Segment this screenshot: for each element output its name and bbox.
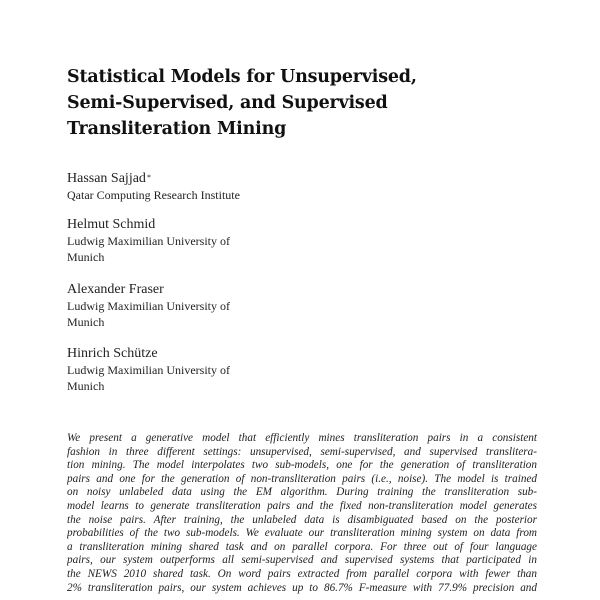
abstract-line: a transliteration mining shared task and on parallel corpora. For three out of four language [67, 540, 537, 553]
author-footnote-marker: * [146, 173, 151, 182]
author-affiliation: Ludwig Maximilian University of [67, 363, 230, 377]
author-name: Helmut Schmid [67, 217, 156, 232]
title-line: Semi-Supervised, and Supervised [67, 93, 388, 113]
abstract-line: fashion in three different settings: unsupervised, semi-supervised, and supervised translitera- [67, 445, 537, 458]
author-block-4 [67, 345, 367, 394]
author-affiliation: Munich [67, 250, 105, 264]
abstract [67, 432, 537, 595]
author-affiliation: Qatar Computing Research Institute [67, 188, 240, 202]
abstract-line: pairs and one for the generation of non-transliteration pairs (i.e., noise). The model is trained [67, 472, 537, 485]
abstract-line: the NEWS 2010 shared task. On word pairs extracted from parallel corpora with fewer than [67, 567, 537, 580]
abstract-line: the noise pairs. After training, the unlabeled data is disambiguated based on the posterior [67, 513, 537, 526]
author-name: Hassan Sajjad* [67, 171, 151, 186]
abstract-line: tion mining. The model interpolates two sub-models, one for the generation of transliteration [67, 459, 537, 472]
abstract-line: model learns to generate transliteration pairs and the fixed non-transliteration model generates [67, 499, 537, 512]
abstract-line: We present a generative model that efficiently mines transliteration pairs in a consistent [67, 432, 537, 444]
abstract-line: pairs, our system outperforms all semi-supervised and supervised systems that participated in [67, 554, 537, 567]
author-block-3 [67, 281, 367, 330]
paper-title [67, 64, 427, 142]
title-line: Transliteration Mining [67, 119, 287, 139]
author-affiliation: Ludwig Maximilian University of [67, 234, 230, 248]
author-affiliation: Munich [67, 315, 105, 329]
abstract-line: 2% transliteration pairs, our system achieves up to 86.7% F-measure with 77.9% precision and [67, 581, 537, 594]
author-name: Hinrich Schütze [67, 346, 158, 361]
author-block-2 [67, 216, 367, 265]
title-line: Statistical Models for Unsupervised, [67, 67, 417, 87]
abstract-line: probabilities of the two sub-models. We evaluate our transliteration mining system on data from [67, 527, 537, 540]
author-affiliation: Ludwig Maximilian University of [67, 299, 230, 313]
author-affiliation: Munich [67, 379, 105, 393]
abstract-line: on noisy unlabeled data using the EM algorithm. During training the transliteration sub- [67, 486, 537, 499]
author-block-1 [67, 170, 367, 203]
author-name: Alexander Fraser [67, 282, 164, 297]
